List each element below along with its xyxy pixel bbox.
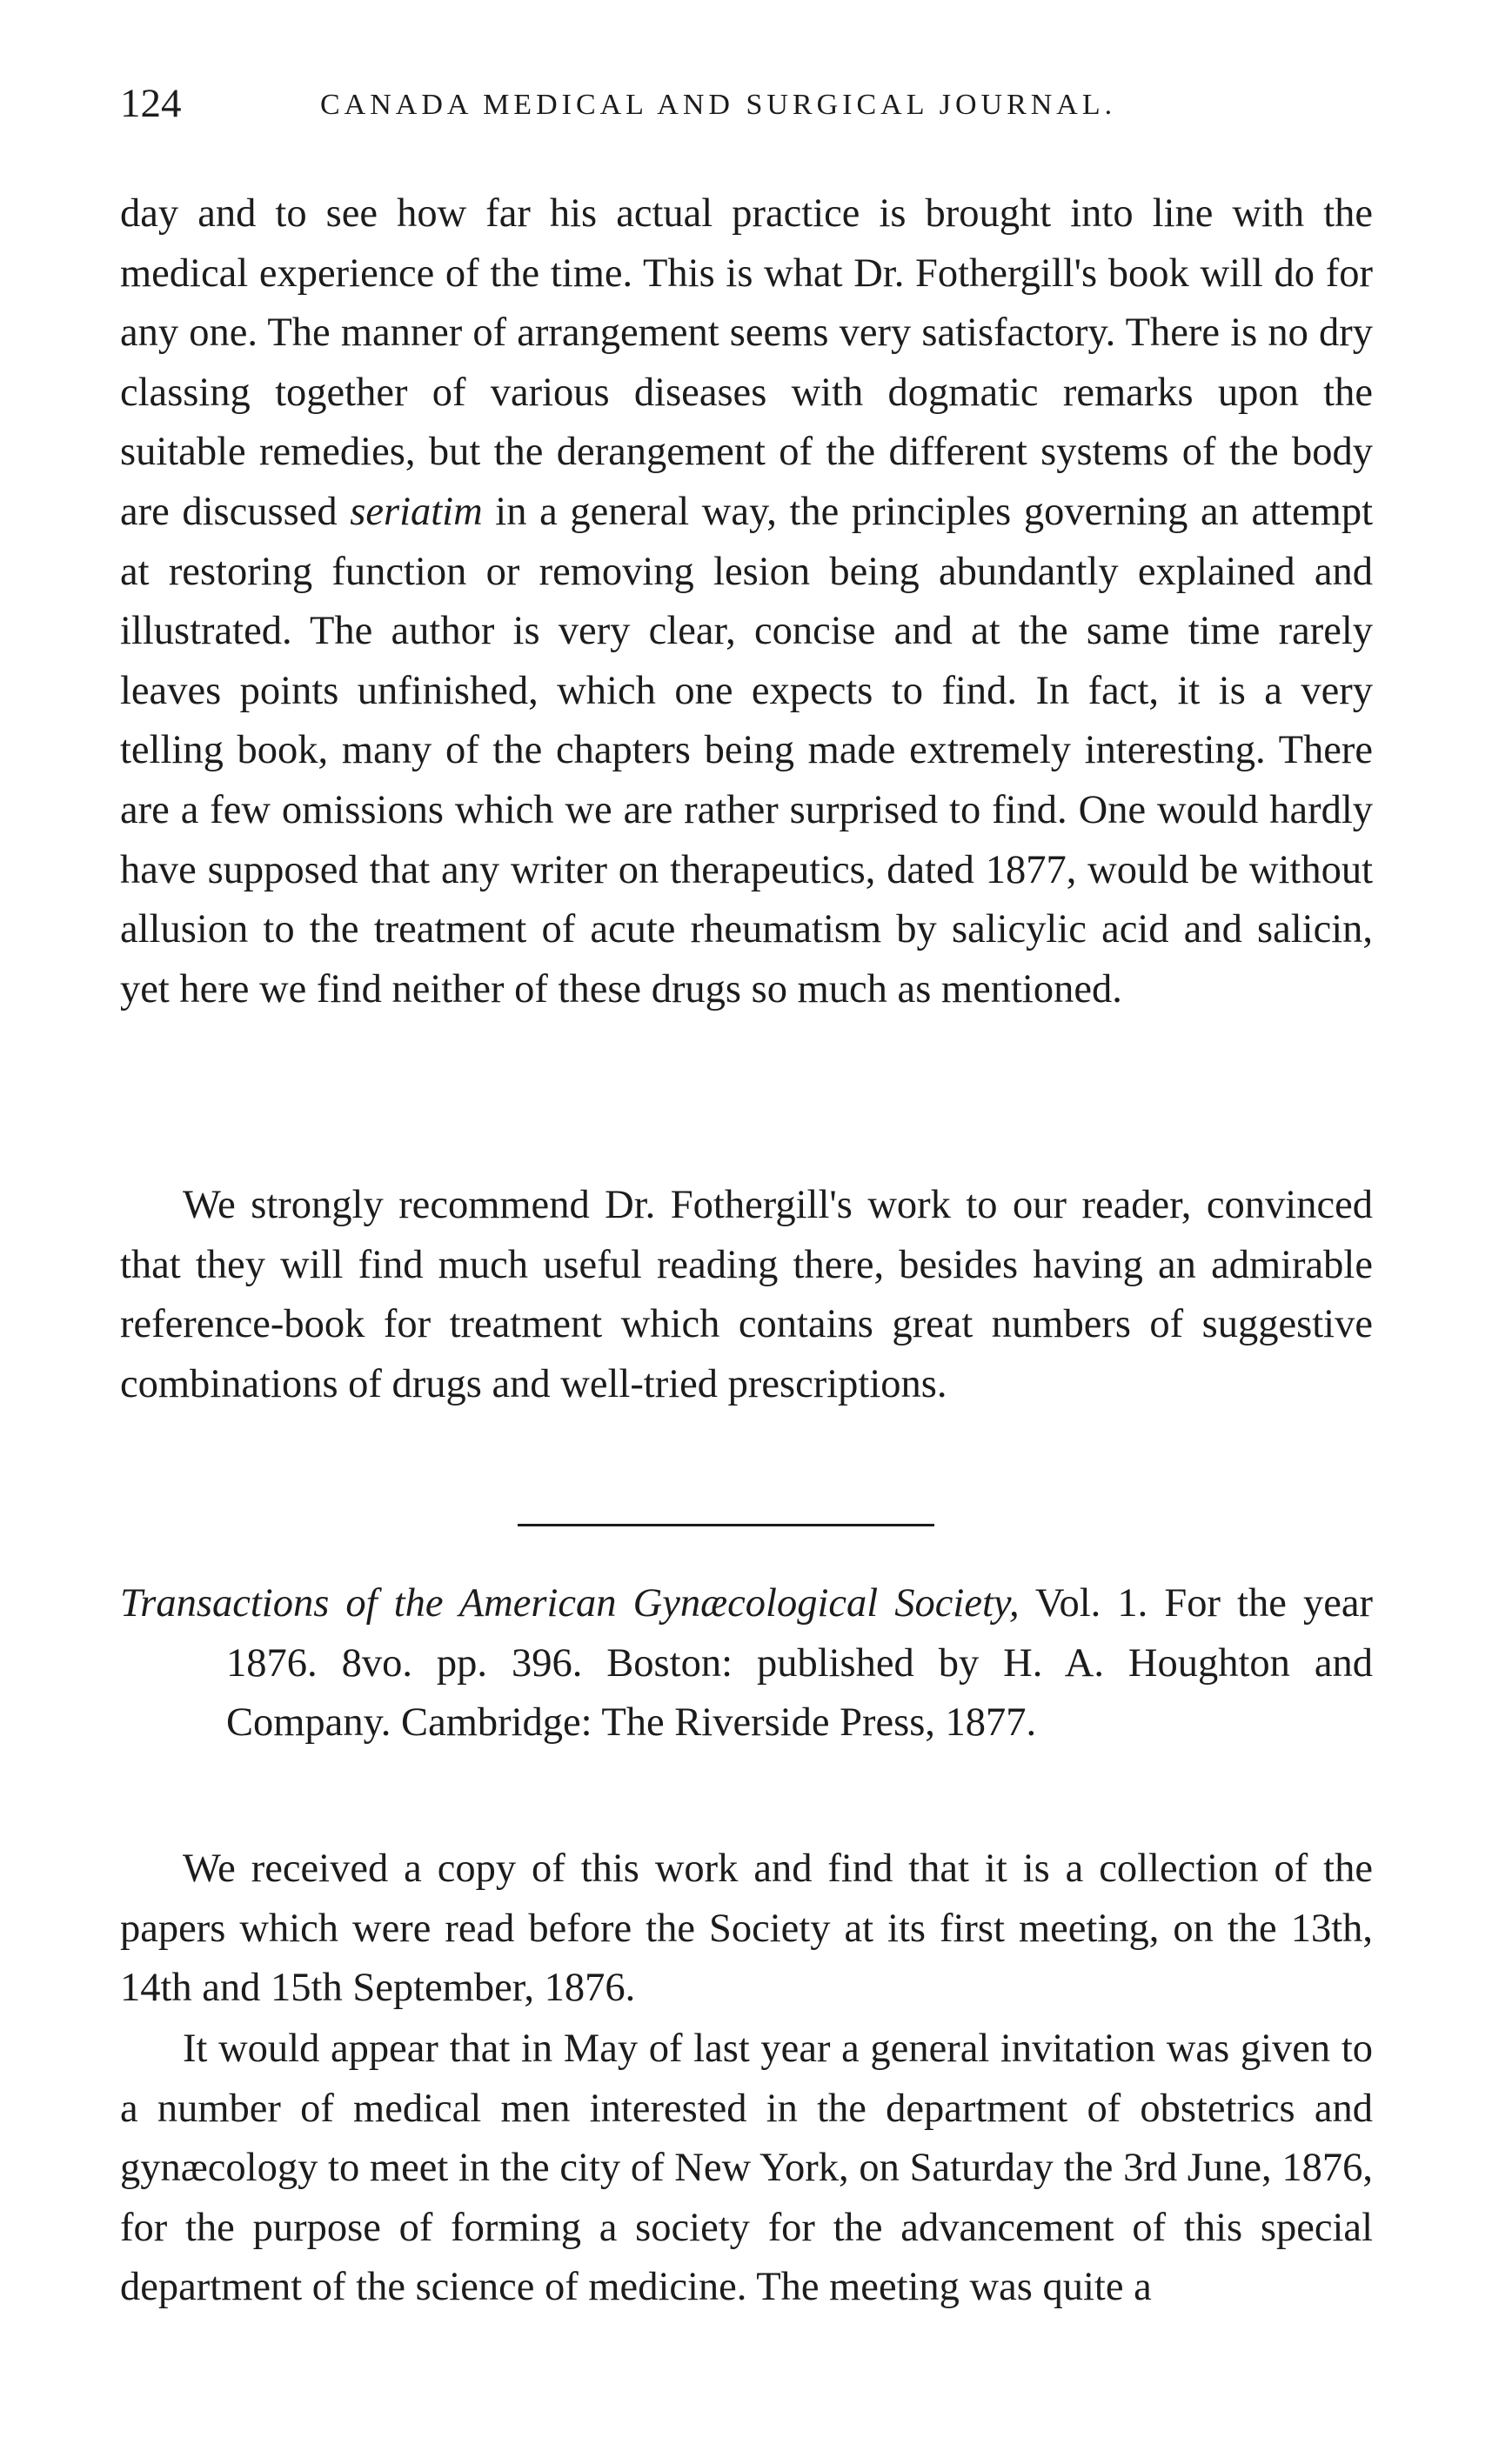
book-citation <box>120 1574 1373 1753</box>
seriatim-italic: seriatim <box>350 489 483 534</box>
new-review-text-2: It would appear that in May of last year a general invitation was given to a number of medical men interested in the department of obstetrics and gynæcology to meet in the city of New York, on Saturday the 3rd June, 1876, for the purpose of forming a society for the advancement of this special department of the science of medicine. The meeting was quite a <box>120 2027 1373 2310</box>
running-head <box>120 80 1390 132</box>
review-text-end: in a general way, the principles governing an attempt at restoring function or removing lesion being abundantly explained and illustrated. The author is very clear, concise and at the same time rarely leaves points unfinished, which one expects to find. In fact, it is a very telling book, many of the chapters being made extremely interesting. There are a few omissions which we are rather surprised to find. One would hardly have supposed that any writer on therapeutics, dated 1877, would be without allusion to the treatment of acute rheumatism by salicylic acid and salicin, yet here we find neither of these drugs so much as mentioned. <box>120 489 1374 1012</box>
review-text-start: day and to see how far his actual practice is brought into line with the medical experience of the time. This is what Dr. Fothergill's book will do for any one. The manner of arrangement seems very satisfactory. There is no dry classing together of various diseases with dogmatic remarks upon the suitable remedies, but the derangement of the different systems of the body are discussed <box>120 191 1373 534</box>
review-paragraph-2 <box>120 1176 1373 1414</box>
new-review-paragraph-2 <box>120 2020 1373 2318</box>
citation-details: Vol. 1. For the year 1876. 8vo. pp. 396. Boston: published by H. A. Houghton and Company. Cambridge: The Riverside Press, 1877. <box>226 1581 1373 1746</box>
page-number: 124 <box>120 81 182 126</box>
new-review-text-1: We received a copy of this work and find that it is a collection of the papers which were read before the Society at its first meeting, on the 13th, 14th and 15th September, 1876. <box>120 1846 1373 2011</box>
section-divider <box>518 1524 934 1526</box>
citation-title: Transactions of the American Gynæcological Society, <box>120 1581 1020 1626</box>
journal-title: CANADA MEDICAL AND SURGICAL JOURNAL. <box>320 89 1117 121</box>
review-paragraph-1 <box>120 184 1373 1019</box>
recommendation-text: We strongly recommend Dr. Fothergill's work to our reader, convinced that they will find much useful reading there, besides having an admirable reference-book for treatment which contains great numbers of suggestive combinations of drugs and well-tried prescriptions. <box>120 1183 1373 1406</box>
new-review-paragraph-1 <box>120 1840 1373 2019</box>
